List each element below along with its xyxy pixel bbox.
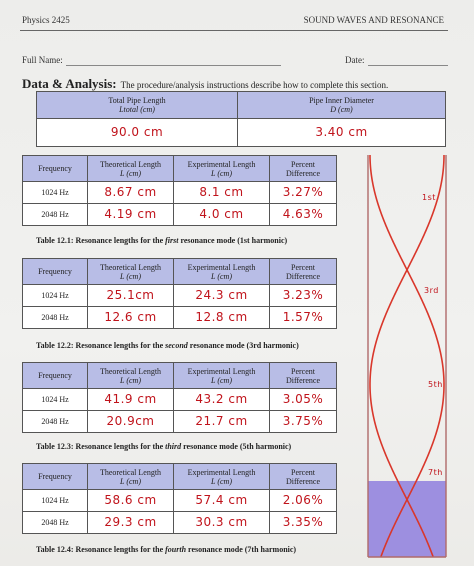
resonance-table-4 [22,463,337,534]
theoretical-length-cell[interactable]: 58.6 cm [88,490,174,512]
frequency-cell: 1024 Hz [23,389,88,411]
name-label: Full Name: [22,55,63,65]
theoretical-length-cell[interactable]: 4.19 cm [88,204,174,226]
frequency-cell: 2048 Hz [23,204,88,226]
harmonic-label-1: 1st [422,193,436,202]
frequency-cell: 2048 Hz [23,411,88,433]
percent-difference-cell[interactable]: 1.57% [270,307,337,329]
percent-difference-cell[interactable]: 2.06% [270,490,337,512]
frequency-header: Frequency [23,464,88,490]
pipe-diameter-header: Pipe Inner Diameter D (cm) [238,92,446,119]
theoretical-header: Theoretical Length L (cm) [88,259,174,285]
frequency-header: Frequency [23,363,88,389]
frequency-cell: 1024 Hz [23,182,88,204]
theoretical-length-cell[interactable]: 41.9 cm [88,389,174,411]
frequency-header: Frequency [23,259,88,285]
table-caption-3: Table 12.3: Resonance lengths for the third resonance mode (5th harmonic) [36,442,292,451]
resonance-table-3 [22,362,337,433]
lab-title: SOUND WAVES AND RESONANCE [303,15,444,25]
experimental-header: Experimental Length L (cm) [174,259,270,285]
harmonic-label-5: 5th [428,380,443,389]
resonance-table-2 [22,258,337,329]
table-caption-2: Table 12.2: Resonance lengths for the second resonance mode (3rd harmonic) [36,341,299,350]
harmonic-label-7: 7th [428,468,443,477]
header-rule [20,30,448,31]
harmonic-label-3: 3rd [424,286,439,295]
name-field-line[interactable] [66,65,281,66]
table-row [23,389,337,411]
experimental-length-cell[interactable]: 21.7 cm [174,411,270,433]
theoretical-length-cell[interactable]: 12.6 cm [88,307,174,329]
frequency-cell: 2048 Hz [23,512,88,534]
percent-difference-cell[interactable]: 3.23% [270,285,337,307]
theoretical-header: Theoretical Length L (cm) [88,363,174,389]
experimental-length-cell[interactable]: 4.0 cm [174,204,270,226]
percent-difference-cell[interactable]: 3.75% [270,411,337,433]
experimental-length-cell[interactable]: 30.3 cm [174,512,270,534]
water-fill [368,481,446,557]
percent-difference-cell[interactable]: 3.05% [270,389,337,411]
pipe-dimensions-table [36,91,446,147]
resonance-table-1 [22,155,337,226]
table-row [23,285,337,307]
frequency-cell: 1024 Hz [23,285,88,307]
percent-difference-header: Percent Difference [270,259,337,285]
pipe-standing-wave-diagram [350,145,474,565]
percent-difference-cell[interactable]: 3.27% [270,182,337,204]
date-field-line[interactable] [368,65,448,66]
theoretical-length-cell[interactable]: 8.67 cm [88,182,174,204]
percent-difference-header: Percent Difference [270,363,337,389]
frequency-cell: 2048 Hz [23,307,88,329]
table-row [23,512,337,534]
experimental-length-cell[interactable]: 24.3 cm [174,285,270,307]
section-title: Data & Analysis: [22,76,117,91]
theoretical-length-cell[interactable]: 20.9cm [88,411,174,433]
percent-difference-cell[interactable]: 4.63% [270,204,337,226]
theoretical-length-cell[interactable]: 25.1cm [88,285,174,307]
pipe-diameter-value[interactable]: 3.40 cm [238,119,446,147]
table-row [23,490,337,512]
pipe-length-header: Total Pipe Length Ltotal (cm) [37,92,238,119]
experimental-length-cell[interactable]: 43.2 cm [174,389,270,411]
table-row [23,204,337,226]
theoretical-length-cell[interactable]: 29.3 cm [88,512,174,534]
table-caption-4: Table 12.4: Resonance lengths for the fourth resonance mode (7th harmonic) [36,545,297,554]
frequency-header: Frequency [23,156,88,182]
experimental-header: Experimental Length L (cm) [174,464,270,490]
course-name: Physics 2425 [22,15,70,25]
table-row [23,411,337,433]
theoretical-header: Theoretical Length L (cm) [88,156,174,182]
pipe-length-value[interactable]: 90.0 cm [37,119,238,147]
percent-difference-header: Percent Difference [270,464,337,490]
date-label: Date: [345,55,365,65]
table-row [23,307,337,329]
experimental-header: Experimental Length L (cm) [174,156,270,182]
table-row [23,182,337,204]
table-caption-1: Table 12.1: Resonance lengths for the first resonance mode (1st harmonic) [36,236,288,245]
theoretical-header: Theoretical Length L (cm) [88,464,174,490]
experimental-length-cell[interactable]: 12.8 cm [174,307,270,329]
percent-difference-cell[interactable]: 3.35% [270,512,337,534]
experimental-header: Experimental Length L (cm) [174,363,270,389]
percent-difference-header: Percent Difference [270,156,337,182]
experimental-length-cell[interactable]: 8.1 cm [174,182,270,204]
experimental-length-cell[interactable]: 57.4 cm [174,490,270,512]
section-description: The procedure/analysis instructions describe how to complete this section. [120,80,389,90]
frequency-cell: 1024 Hz [23,490,88,512]
